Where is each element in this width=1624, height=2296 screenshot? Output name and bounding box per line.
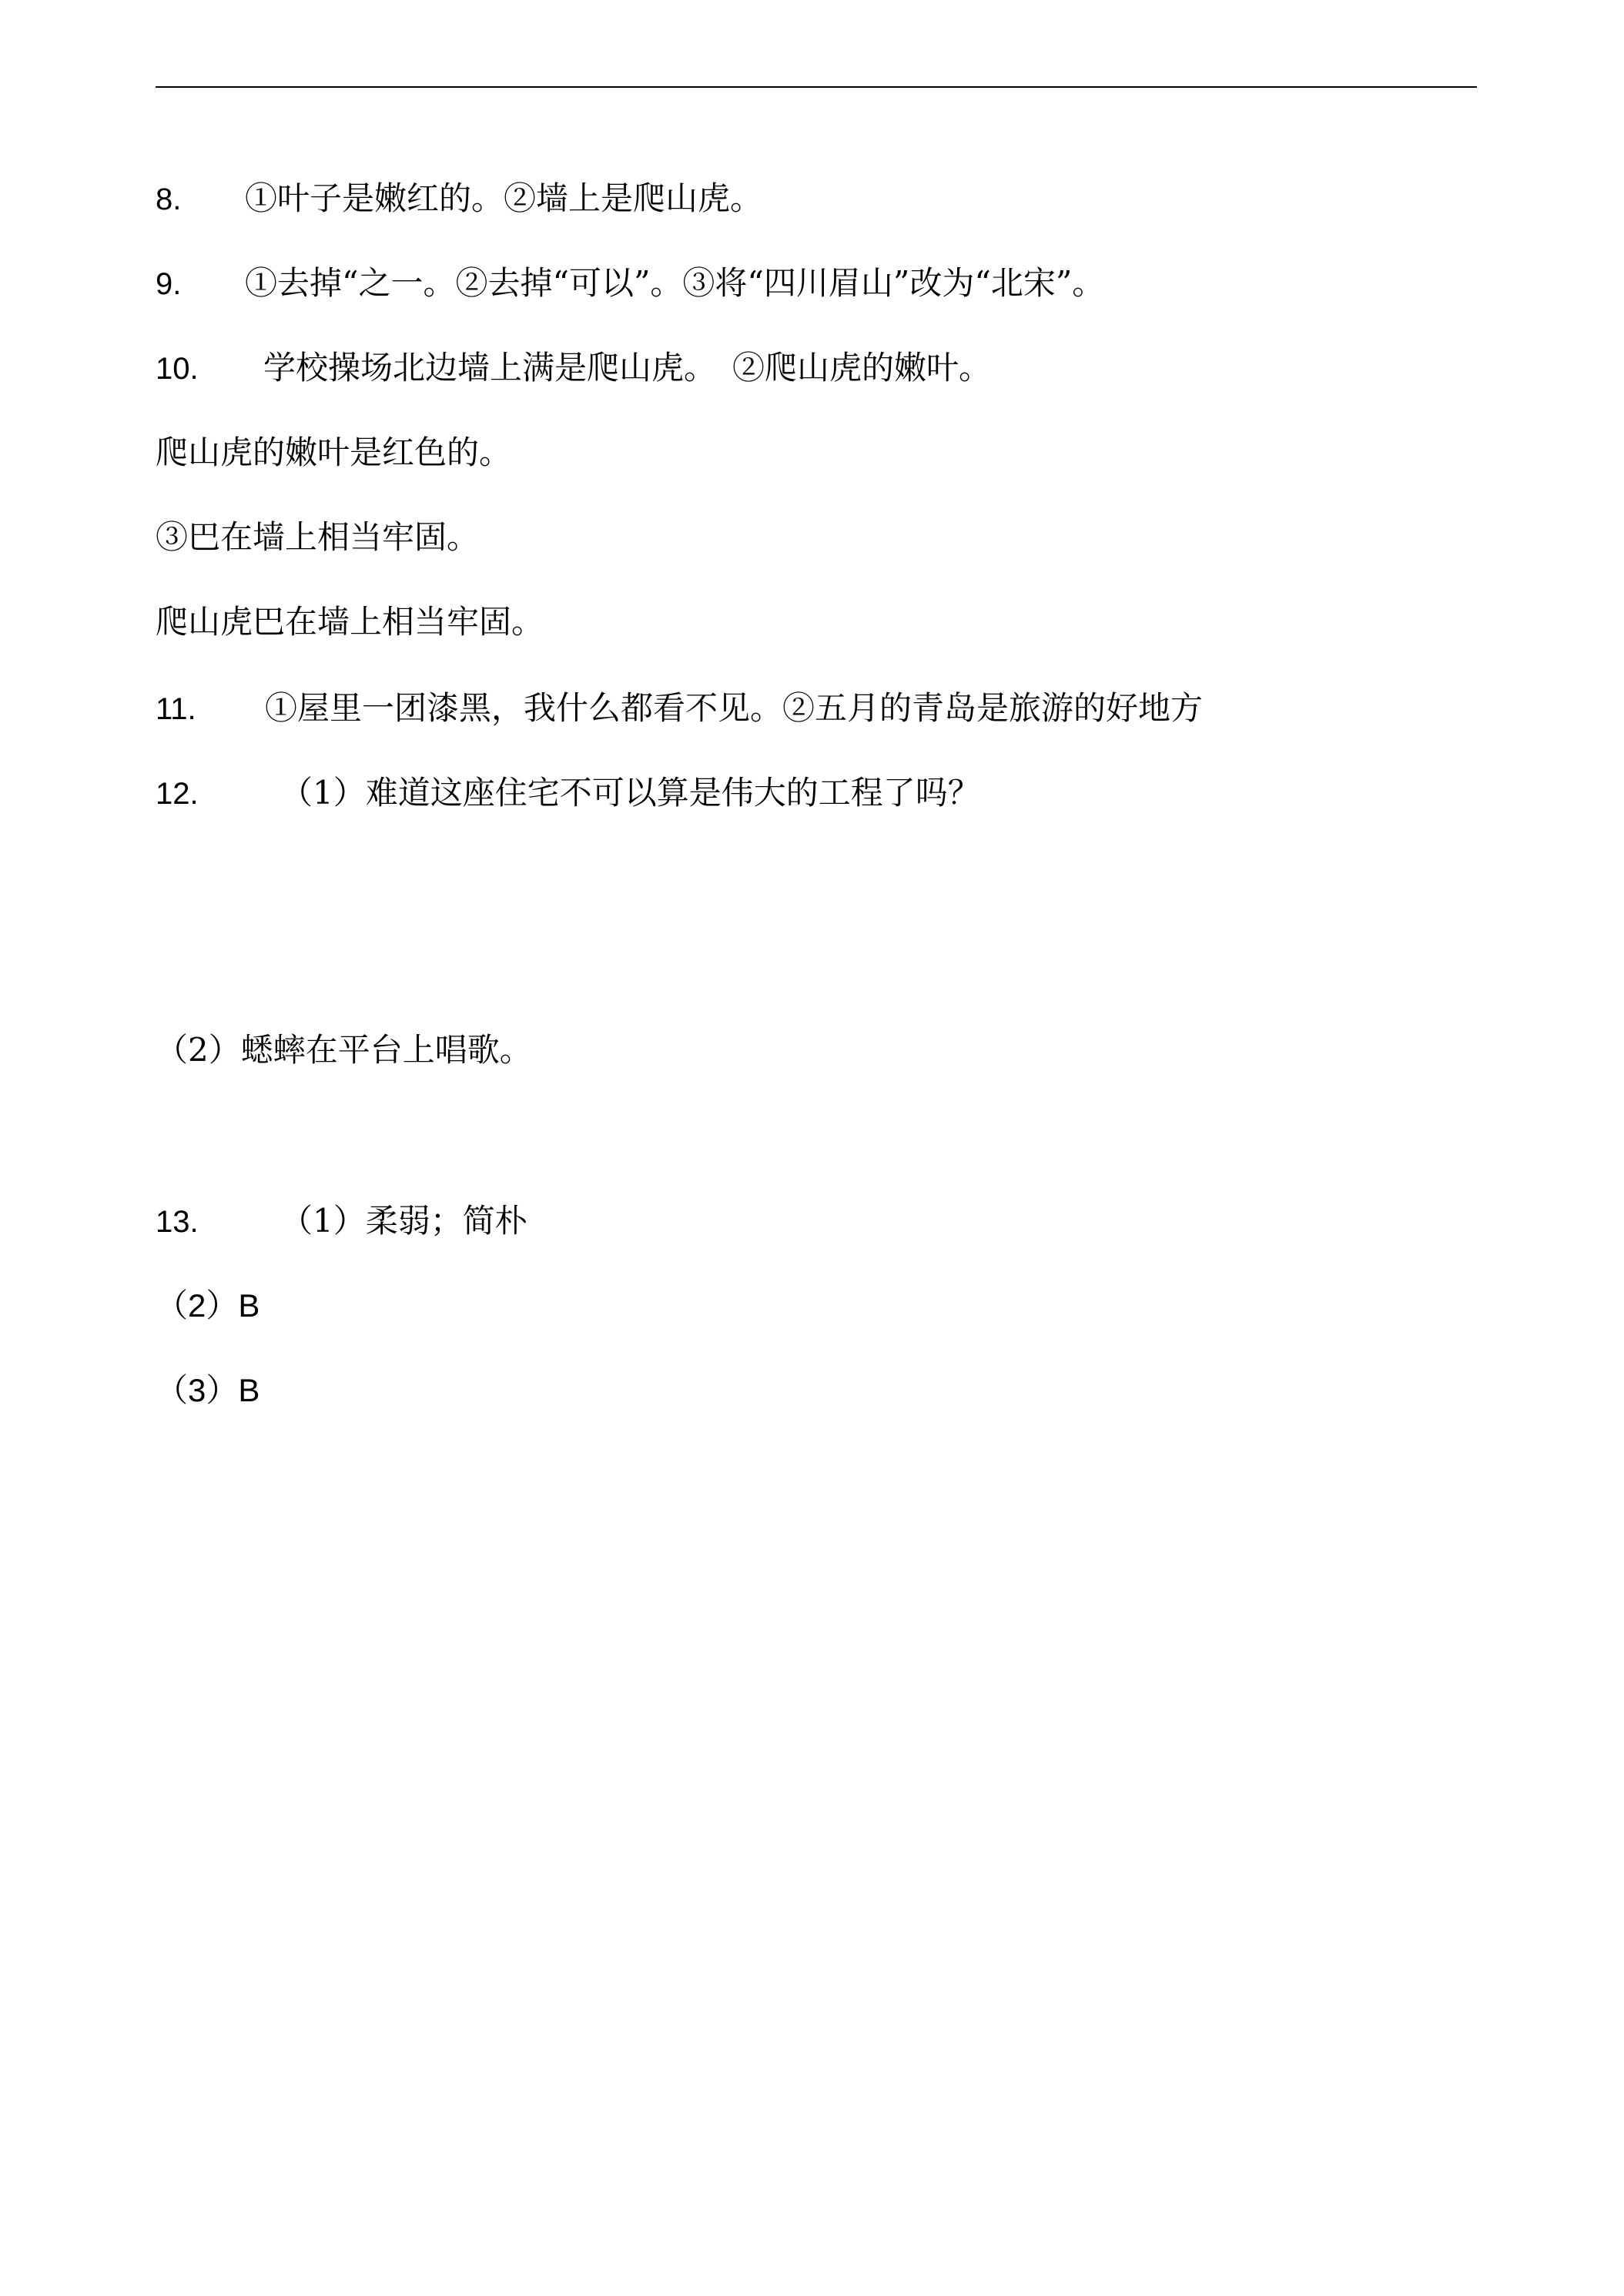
answer-line-9 [156, 260, 1104, 306]
answer-line-10-sub2 [156, 514, 479, 561]
answer-text: ③巴在墙上相当牢固。 [156, 518, 480, 556]
answer-text: ①屋里一团漆黑，我什么都看不见。②五月的青岛是旅游的好地方 [265, 689, 1204, 727]
answer-line-13 [156, 1198, 527, 1244]
answer-line-12-sub [156, 1027, 532, 1073]
answer-line-10-sub1 [156, 430, 511, 476]
answer-text: ①去掉“之一。②去掉“可以”。③将“四川眉山”改为“北宋”。 [245, 264, 1105, 302]
item-number: 10. [156, 352, 199, 386]
answer-line-10 [156, 345, 991, 391]
answer-line-10-sub3 [156, 599, 544, 645]
answer-text: （1）难道这座住宅不可以算是伟大的工程了吗？ [280, 774, 980, 812]
answer-text: 学校操场北边墙上满是爬山虎。 ②爬山虎的嫩叶。 [263, 349, 992, 387]
answer-line-13-sub1 [156, 1283, 260, 1329]
item-number: 12. [156, 777, 199, 811]
item-number: 11. [156, 692, 196, 726]
answer-text: （2）蟋蟀在平台上唱歌。 [156, 1031, 532, 1069]
header-rule [156, 86, 1477, 88]
item-number: 9. [156, 267, 182, 301]
answer-text: （2）B [156, 1287, 260, 1324]
answer-text: （3）B [156, 1372, 260, 1408]
answer-line-12 [156, 770, 980, 816]
answer-line-8 [156, 176, 762, 222]
answer-text: ①叶子是嫩红的。②墙上是爬山虎。 [245, 179, 763, 217]
answer-text: （1）柔弱；简朴 [280, 1202, 527, 1240]
answer-text: 爬山虎巴在墙上相当牢固。 [156, 603, 544, 641]
item-number: 8. [156, 182, 182, 216]
answer-text: 爬山虎的嫩叶是红色的。 [156, 433, 512, 471]
answer-line-11 [156, 685, 1203, 731]
answer-line-13-sub2 [156, 1367, 260, 1414]
item-number: 13. [156, 1205, 199, 1239]
